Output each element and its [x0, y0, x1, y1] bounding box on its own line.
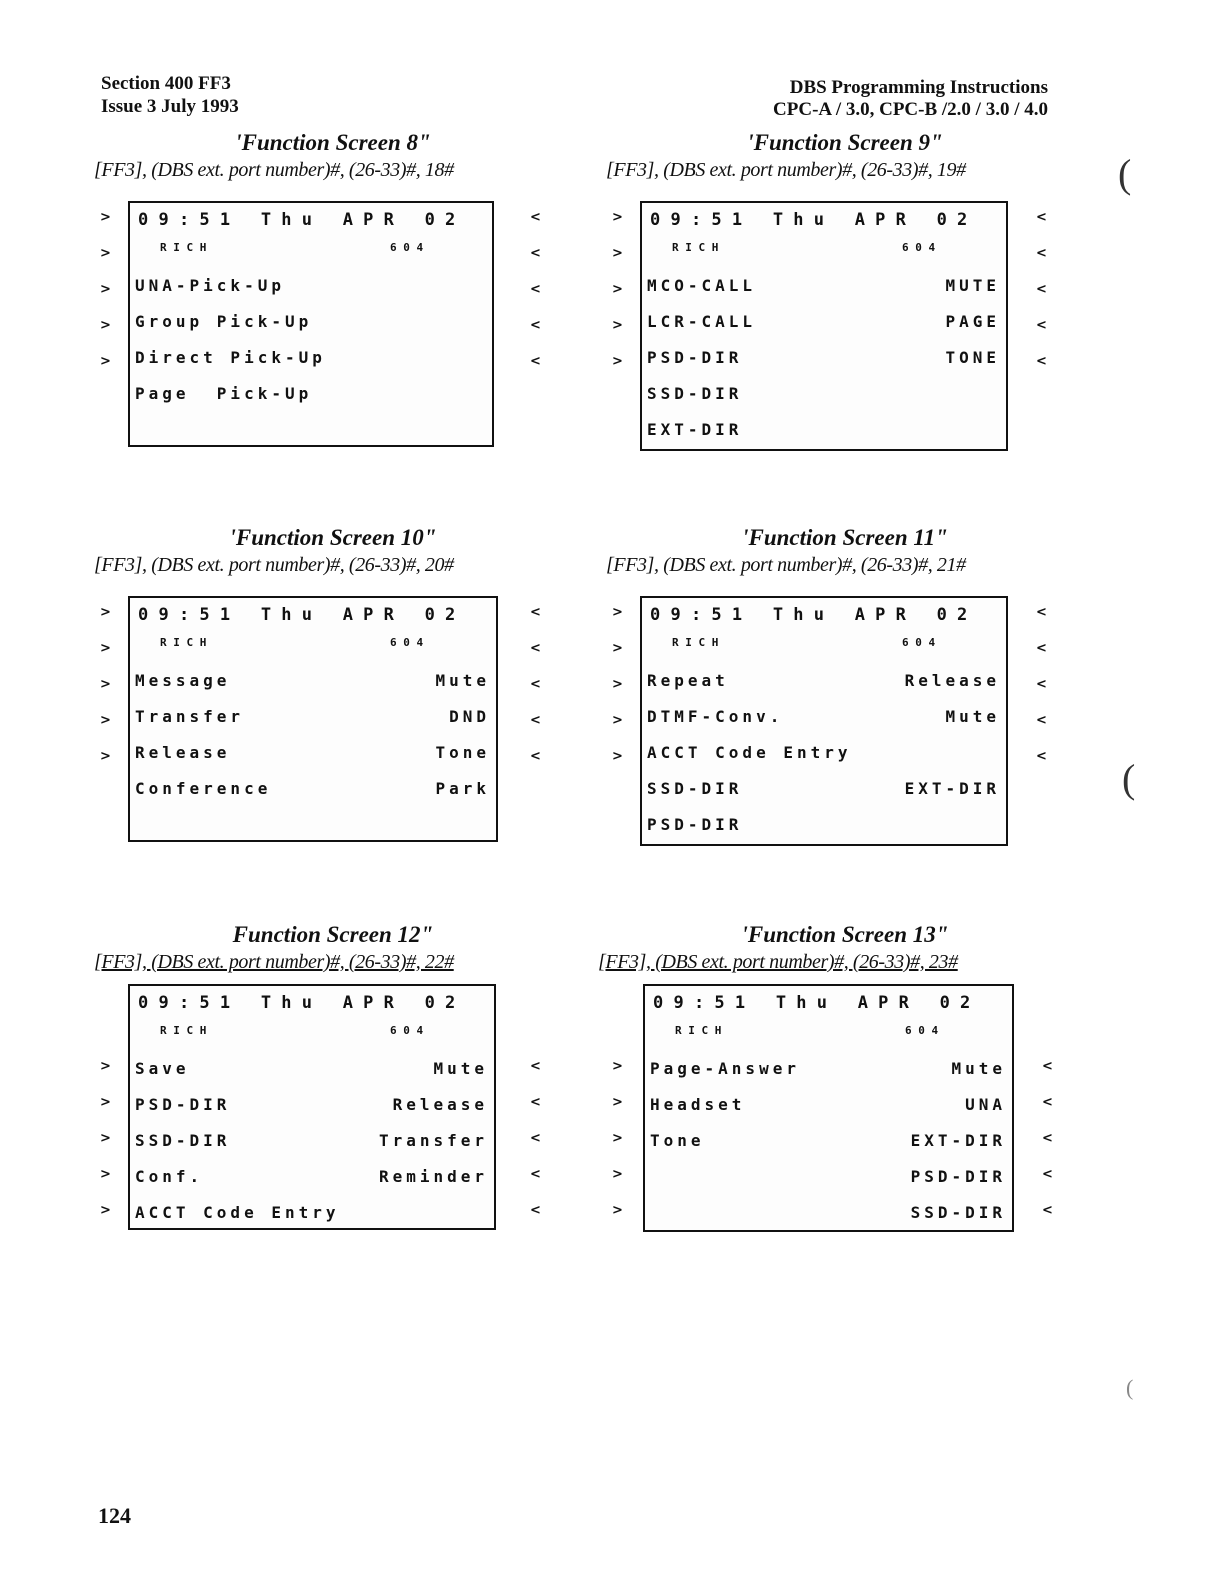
- lcd-time-line: 0 9 : 5 1 T h u A P R 0 2: [650, 210, 968, 230]
- right-arrow-icon: <: [1042, 1095, 1053, 1110]
- lcd-user-line: [160, 233, 486, 263]
- right-arrow-icon: <: [530, 677, 541, 692]
- lcd-row-left: PSD-DIR: [647, 348, 743, 367]
- lcd-row: [135, 736, 490, 770]
- right-arrow-icon: <: [530, 210, 541, 225]
- lcd-display: [128, 984, 496, 1230]
- lcd-row: [647, 700, 1000, 734]
- panel-title: Function Screen 12": [232, 922, 434, 947]
- lcd-row-right: Release: [904, 671, 1000, 690]
- panel-command: [FF3], (DBS ext. port number)#, (26-33)#, 23#: [598, 951, 958, 973]
- lcd-row-left: UNA-Pick-Up: [135, 276, 285, 295]
- lcd-row: [647, 305, 1000, 339]
- section-label: Section 400 FF3: [101, 73, 231, 94]
- lcd-row: [650, 1124, 1006, 1158]
- left-arrow-icon: >: [100, 282, 111, 297]
- version-info: CPC-A / 3.0, CPC-B /2.0 / 3.0 / 4.0: [773, 99, 1048, 120]
- left-arrow-icon: >: [612, 713, 623, 728]
- lcd-row: [650, 1088, 1006, 1122]
- right-arrow-icon: <: [530, 318, 541, 333]
- lcd-user-line: [160, 628, 490, 658]
- lcd-row: [647, 377, 1000, 411]
- lcd-row-right: Release: [392, 1095, 488, 1114]
- left-arrow-icon: >: [100, 210, 111, 225]
- right-arrow-icon: <: [530, 1095, 541, 1110]
- issue-date: Issue 3 July 1993: [101, 96, 239, 117]
- lcd-extension: 6 0 4: [905, 1024, 939, 1037]
- lcd-row-left: Message: [135, 671, 231, 690]
- lcd-user-name: R I C H: [675, 1024, 722, 1037]
- right-arrow-icon: <: [530, 605, 541, 620]
- lcd-row: [647, 664, 1000, 698]
- lcd-row: [647, 269, 1000, 303]
- lcd-row-left: SSD-DIR: [647, 384, 743, 403]
- lcd-row: [135, 1160, 488, 1194]
- left-arrow-icon: >: [612, 282, 623, 297]
- left-arrow-icon: >: [100, 677, 111, 692]
- lcd-display: [643, 984, 1014, 1232]
- lcd-display: [128, 596, 498, 842]
- lcd-row-right: DND: [449, 707, 490, 726]
- lcd-row-right: Reminder: [378, 1167, 488, 1186]
- right-arrow-icon: <: [1036, 282, 1047, 297]
- lcd-row: [135, 1124, 488, 1158]
- lcd-row-left: LCR-CALL: [647, 312, 757, 331]
- left-arrow-icon: >: [100, 749, 111, 764]
- left-arrow-icon: >: [612, 318, 623, 333]
- lcd-row-left: Release: [135, 743, 231, 762]
- lcd-time-line: 0 9 : 5 1 T h u A P R 0 2: [653, 993, 971, 1013]
- lcd-row-right: SSD-DIR: [910, 1203, 1006, 1222]
- lcd-row: [650, 1160, 1006, 1194]
- left-arrow-icon: >: [612, 1131, 623, 1146]
- left-arrow-icon: >: [100, 246, 111, 261]
- right-arrow-icon: <: [530, 1059, 541, 1074]
- lcd-row: [135, 413, 486, 447]
- lcd-row-right: EXT-DIR: [910, 1131, 1006, 1150]
- lcd-row-right: UNA: [965, 1095, 1006, 1114]
- lcd-row-left: PSD-DIR: [135, 1095, 231, 1114]
- lcd-row: [135, 377, 486, 411]
- right-arrow-icon: <: [1042, 1059, 1053, 1074]
- left-arrow-icon: >: [612, 1059, 623, 1074]
- left-arrow-icon: >: [100, 1167, 111, 1182]
- lcd-row-left: Transfer: [135, 707, 245, 726]
- lcd-row-left: Page Pick-Up: [135, 384, 313, 403]
- lcd-row-left: ACCT Code Entry: [135, 1203, 340, 1222]
- lcd-row-right: Mute: [951, 1059, 1006, 1078]
- right-arrow-icon: <: [1036, 605, 1047, 620]
- panel-title: 'Function Screen 9": [747, 130, 943, 155]
- lcd-row-left: Conference: [135, 779, 272, 798]
- lcd-row-left: SSD-DIR: [647, 779, 743, 798]
- lcd-extension: 6 0 4: [390, 1024, 424, 1037]
- right-arrow-icon: <: [530, 354, 541, 369]
- lcd-user-name: R I C H: [672, 241, 719, 254]
- lcd-user-line: [160, 1016, 488, 1046]
- right-arrow-icon: <: [1036, 246, 1047, 261]
- panel-command: [FF3], (DBS ext. port number)#, (26-33)#, 18#: [94, 159, 454, 181]
- right-arrow-icon: <: [530, 1203, 541, 1218]
- right-arrow-icon: <: [1042, 1167, 1053, 1182]
- lcd-row: [647, 808, 1000, 842]
- lcd-row-left: Save: [135, 1059, 190, 1078]
- lcd-display: [128, 201, 494, 447]
- lcd-row-left: MCO-CALL: [647, 276, 757, 295]
- right-arrow-icon: <: [1036, 713, 1047, 728]
- right-arrow-icon: <: [530, 282, 541, 297]
- lcd-time-line: 0 9 : 5 1 T h u A P R 0 2: [138, 210, 456, 230]
- panel-title: 'Function Screen 11": [742, 525, 948, 550]
- right-arrow-icon: <: [1036, 354, 1047, 369]
- left-arrow-icon: >: [612, 1167, 623, 1182]
- lcd-row: [135, 700, 490, 734]
- lcd-row-right: TONE: [945, 348, 1000, 367]
- binding-hole-mark: (: [1122, 756, 1136, 801]
- left-arrow-icon: >: [612, 210, 623, 225]
- lcd-row-left: ACCT Code Entry: [647, 743, 852, 762]
- lcd-row-left: Repeat: [647, 671, 729, 690]
- lcd-row-left: DTMF-Conv.: [647, 707, 784, 726]
- lcd-row-right: Mute: [433, 1059, 488, 1078]
- right-arrow-icon: <: [1036, 677, 1047, 692]
- left-arrow-icon: >: [100, 641, 111, 656]
- lcd-row-right: Tone: [435, 743, 490, 762]
- panel-command: [FF3], (DBS ext. port number)#, (26-33)#, 21#: [606, 554, 966, 576]
- lcd-row: [135, 1196, 488, 1230]
- right-arrow-icon: <: [1036, 318, 1047, 333]
- page-number: 124: [98, 1503, 131, 1528]
- lcd-row-left: Group Pick-Up: [135, 312, 313, 331]
- document-header: [773, 77, 1048, 121]
- left-arrow-icon: >: [612, 1095, 623, 1110]
- lcd-row-left: Page-Answer: [650, 1059, 800, 1078]
- left-arrow-icon: >: [612, 641, 623, 656]
- lcd-row-left: Headset: [650, 1095, 746, 1114]
- lcd-row: [647, 341, 1000, 375]
- lcd-extension: 6 0 4: [390, 636, 424, 649]
- lcd-row: [647, 772, 1000, 806]
- lcd-row: [135, 664, 490, 698]
- left-arrow-icon: >: [612, 605, 623, 620]
- lcd-row: [135, 341, 486, 375]
- lcd-row: [135, 305, 486, 339]
- lcd-row: [135, 1052, 488, 1086]
- left-arrow-icon: >: [100, 1203, 111, 1218]
- section-header: [101, 72, 239, 118]
- lcd-display: [640, 596, 1008, 846]
- right-arrow-icon: <: [1042, 1131, 1053, 1146]
- lcd-display: [640, 201, 1008, 451]
- lcd-time-line: 0 9 : 5 1 T h u A P R 0 2: [650, 605, 968, 625]
- left-arrow-icon: >: [100, 354, 111, 369]
- lcd-row: [650, 1052, 1006, 1086]
- lcd-row: [135, 269, 486, 303]
- lcd-user-name: R I C H: [160, 241, 207, 254]
- lcd-row: [135, 808, 490, 842]
- lcd-row-right: Park: [435, 779, 490, 798]
- lcd-row-right: Mute: [435, 671, 490, 690]
- lcd-extension: 6 0 4: [902, 241, 936, 254]
- panel-title: 'Function Screen 10": [229, 525, 437, 550]
- right-arrow-icon: <: [530, 749, 541, 764]
- lcd-row-left: PSD-DIR: [647, 815, 743, 834]
- right-arrow-icon: <: [1036, 749, 1047, 764]
- left-arrow-icon: >: [612, 354, 623, 369]
- right-arrow-icon: <: [530, 246, 541, 261]
- lcd-user-name: R I C H: [160, 636, 207, 649]
- panel-title: 'Function Screen 8": [235, 130, 431, 155]
- right-arrow-icon: <: [530, 1131, 541, 1146]
- lcd-row: [135, 772, 490, 806]
- lcd-row-left: Direct Pick-Up: [135, 348, 326, 367]
- lcd-row-right: Mute: [945, 707, 1000, 726]
- right-arrow-icon: <: [1036, 641, 1047, 656]
- right-arrow-icon: <: [530, 1167, 541, 1182]
- lcd-row-left: Tone: [650, 1131, 705, 1150]
- right-arrow-icon: <: [1042, 1203, 1053, 1218]
- left-arrow-icon: >: [100, 1131, 111, 1146]
- lcd-user-name: R I C H: [672, 636, 719, 649]
- lcd-user-line: [672, 233, 1000, 263]
- panel-title: 'Function Screen 13": [741, 922, 949, 947]
- lcd-row: [647, 736, 1000, 770]
- panel-command: [FF3], (DBS ext. port number)#, (26-33)#, 22#: [94, 951, 454, 973]
- lcd-user-line: [672, 628, 1000, 658]
- document-title: DBS Programming Instructions: [789, 77, 1048, 98]
- lcd-time-line: 0 9 : 5 1 T h u A P R 0 2: [138, 993, 456, 1013]
- lcd-row-left: EXT-DIR: [647, 420, 743, 439]
- right-arrow-icon: <: [1036, 210, 1047, 225]
- lcd-row-right: Transfer: [378, 1131, 488, 1150]
- panel-command: [FF3], (DBS ext. port number)#, (26-33)#, 20#: [94, 554, 454, 576]
- lcd-row-left: Conf.: [135, 1167, 204, 1186]
- lcd-extension: 6 0 4: [390, 241, 424, 254]
- lcd-time-line: 0 9 : 5 1 T h u A P R 0 2: [138, 605, 456, 625]
- left-arrow-icon: >: [100, 1095, 111, 1110]
- right-arrow-icon: <: [530, 713, 541, 728]
- right-arrow-icon: <: [530, 641, 541, 656]
- lcd-row-right: PAGE: [945, 312, 1000, 331]
- binding-hole-mark: (: [1118, 151, 1132, 196]
- lcd-row-right: EXT-DIR: [904, 779, 1000, 798]
- left-arrow-icon: >: [612, 246, 623, 261]
- left-arrow-icon: >: [100, 713, 111, 728]
- left-arrow-icon: >: [100, 605, 111, 620]
- binding-hole-mark: (: [1126, 1375, 1134, 1400]
- panel-command: [FF3], (DBS ext. port number)#, (26-33)#, 19#: [606, 159, 966, 181]
- left-arrow-icon: >: [612, 749, 623, 764]
- lcd-user-line: [675, 1016, 1006, 1046]
- lcd-user-name: R I C H: [160, 1024, 207, 1037]
- lcd-row: [647, 413, 1000, 447]
- lcd-row: [650, 1196, 1006, 1230]
- left-arrow-icon: >: [612, 677, 623, 692]
- left-arrow-icon: >: [100, 318, 111, 333]
- lcd-extension: 6 0 4: [902, 636, 936, 649]
- left-arrow-icon: >: [612, 1203, 623, 1218]
- lcd-row-left: SSD-DIR: [135, 1131, 231, 1150]
- lcd-row-right: MUTE: [945, 276, 1000, 295]
- left-arrow-icon: >: [100, 1059, 111, 1074]
- lcd-row: [135, 1088, 488, 1122]
- lcd-row-right: PSD-DIR: [910, 1167, 1006, 1186]
